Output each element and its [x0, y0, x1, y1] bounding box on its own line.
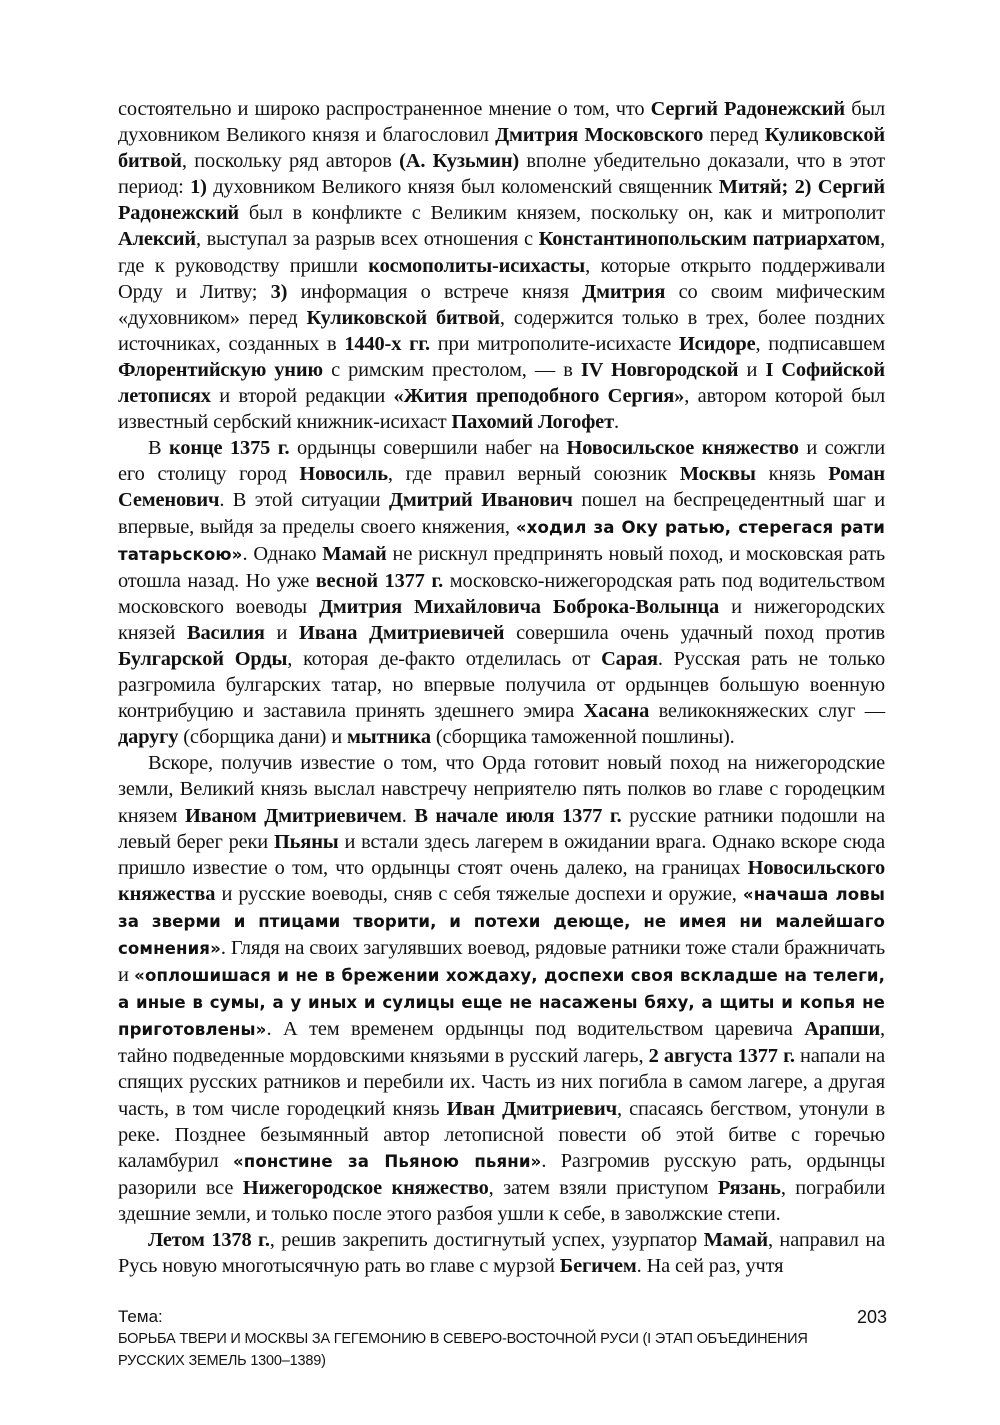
bold-term: Новосиль	[299, 463, 388, 486]
bold-term: 1440-х гг.	[344, 332, 430, 355]
bold-term: Флорентийскую унию	[118, 358, 323, 381]
bold-term: конце 1375 г.	[168, 437, 290, 460]
chronicle-quote: «понстине за Пьяною пьяни»	[232, 1151, 542, 1171]
bold-term: Куликовской битвой	[118, 124, 885, 173]
bold-term: Иваном Дмитриевичем	[184, 804, 402, 827]
bold-term: Хасана	[583, 700, 650, 723]
bold-term: (А. Кузьмин)	[399, 150, 520, 173]
bold-term: Дмитрий Иванович	[388, 489, 573, 512]
bold-term: Рязань	[717, 1176, 781, 1199]
bold-term: даругу	[118, 726, 179, 749]
bold-term: Мамай	[703, 1229, 768, 1252]
bold-term: Летом 1378 г.	[148, 1229, 270, 1252]
bold-term: Дмитрия	[582, 280, 666, 303]
bold-term: I Софийской летописях	[118, 358, 886, 408]
bold-term: IV Новгородской	[580, 358, 739, 381]
page-number: 203	[856, 1307, 887, 1327]
bold-term: «Жития преподобного Сергия»	[393, 385, 685, 408]
bold-term: Дмитрия Московского	[495, 124, 704, 147]
bold-term: Пьяны	[273, 830, 339, 853]
chronicle-quote: «начаша ловы за зверми и птицами творити, и потехи деюще, не имея ни малейшаго сомнения»	[118, 884, 885, 958]
bold-term: Новосильское княжество	[566, 437, 799, 460]
bold-term: Ивана Дмитриевичей	[299, 621, 505, 644]
bold-term: 1)	[190, 176, 207, 199]
bold-term: мытника	[346, 726, 431, 749]
bold-term: Куликовской битвой	[306, 306, 500, 329]
bold-term: Дмитрия Михайловича Боброка-Волынца	[318, 595, 720, 618]
paragraph-2: В конце 1375 г. ордынцы совершили набег на Новосильское княжество и сожгли его столицу город Новосиль, где правил верный союзник Москвы князь Роман Семенович. В этой ситуации Дмитрий Иванович пошел на беспрецедентный шаг и впервые, выйдя за пределы своего княжения, «ходил за Оку ратью, стерегася рати татарьскою». Однако Мамай не рискнул предпринять новый поход, и московская рать отошла назад. Но уже весной 1377 г. московско-нижегородская рать под водительством московского воеводы Дмитрия Михайловича Боброка-Волынца и нижегородских князей Василия и Ивана Дмитриевичей совершила очень удачный поход против Булгарской Орды, которая де-факто отделилась от Сарая. Русская рать не только разгромила булгарских татар, но впервые получила от ордынцев большую военную контрибуцию и заставила принять здешнего эмира Хасана великокняжеских слуг — даругу (сборщика дани) и мытника (сборщика таможенной пошлины).	[118, 437, 886, 749]
bold-term: Роман Семенович	[118, 463, 885, 512]
chronicle-quote: «оплошишася и не в брежении хождаху, доспехи своя вскладше на телеги, а иные в сумы, а у иных и сулицы еще не насажены бяху, а щиты и копья не приготовлены»	[118, 966, 885, 1040]
bold-term: Исидоре	[678, 332, 756, 355]
footer-topic-line-1: БОРЬБА ТВЕРИ И МОСКВЫ ЗА ГЕГЕМОНИЮ В СЕВЕРО-ВОСТОЧНОЙ РУСИ (I ЭТАП ОБЪЕДИНЕНИЯ	[118, 1331, 808, 1347]
paragraph-1: состоятельно и широко распространенное мнение о том, что Сергий Радонежский был духовником Великого князя и благословил Дмитрия Московского перед Куликовской битвой, поскольку ряд авторов (А. Кузьмин) вполне убедительно доказали, что в этот период: 1) духовником Великого князя был коломенский священник Митяй; 2) Сергий Радонежский был в конфликте с Великим князем, поскольку он, как и митрополит Алексий, выступал за разрыв всех отношения с Константинопольским патриархатом, где к руководству пришли космополиты-исихасты, которые открыто поддерживали Орду и Литву; 3) информация о встрече князя Дмитрия со своим мифическим «духовником» перед Куликовской битвой, содержится только в трех, более поздних источниках, созданных в 1440-х гг. при митрополите-исихасте Исидоре, подписавшем Флорентийскую унию с римским престолом, — в IV Новгородской и I Софийской летописях и второй редакции «Жития преподобного Сергия», автором которой был известный сербский книжник-исихаст Пахомий Логофет.	[118, 98, 886, 434]
bold-term: космополиты-исихасты	[368, 254, 586, 277]
bold-term: весной 1377 г.	[315, 569, 444, 592]
bold-term: В начале июля 1377 г.	[414, 804, 622, 827]
bold-term: Новосильского княжества	[118, 856, 885, 905]
footer-topic-label: Тема:	[118, 1307, 163, 1326]
bold-term: Константинопольским патриархатом	[538, 228, 881, 251]
bold-term: Пахомий Логофет	[451, 411, 614, 434]
page-footer	[118, 1306, 885, 1372]
bold-term: Булгарской Орды	[118, 647, 288, 670]
paragraph-3: Вскоре, получив известие о том, что Орда готовит новый поход на нижегородские земли, Великий князь выслал навстречу неприятелю пять полков во главе с городецким князем Иваном Дмитриевичем. В начале июля 1377 г. русские ратники подошли на левый берег реки Пьяны и встали здесь лагерем в ожидании врага. Однако вскоре сюда пришло известие о том, что ордынцы стоят очень далеко, на границах Новосильского княжества и русские воеводы, сняв с себя тяжелые доспехи и оружие, «начаша ловы за зверми и птицами творити, и потехи деюще, не имея ни малейшаго сомнения». Глядя на своих загулявших воевод, рядовые ратники тоже стали бражничать и «оплошишася и не в брежении хождаху, доспехи своя вскладше на телеги, а иные в сумы, а у иных и сулицы еще не насажены бяху, а щиты и копья не приготовлены». А тем временем ордынцы под водительством царевича Арапши, тайно подведенные мордовскими князьями в русский лагерь, 2 августа 1377 г. напали на спящих русских ратников и перебили их. Часть из них погибла в самом лагере, а другая часть, в том числе городецкий князь Иван Дмитриевич, спасаясь бегством, утонули в реке. Позднее безымянный автор летописной повести об этой битве с горечью каламбурил «понстине за Пьяною пьяни». Разгромив русскую рать, ордынцы разорили все Нижегородское княжество, затем взяли приступом Рязань, пограбили здешние земли, и только после этого разбоя ушли к себе, в заволжские степи.	[118, 752, 885, 1225]
chronicle-quote: «ходил за Оку ратью, стерегася рати татарьскою»	[118, 517, 886, 564]
bold-term: Бегичем	[559, 1255, 637, 1278]
body-text	[118, 96, 885, 1279]
bold-term: 2 августа 1377 г.	[648, 1045, 795, 1068]
footer-topic-line-2: РУССКИХ ЗЕМЕЛЬ 1300–1389)	[118, 1353, 326, 1369]
bold-term: 3)	[270, 280, 288, 303]
bold-term: Москвы	[679, 463, 756, 486]
bold-term: Иван Дмитриевич	[446, 1097, 617, 1120]
bold-term: Алексий	[118, 228, 196, 251]
bold-term: Василия	[187, 621, 265, 644]
paragraph-4: Летом 1378 г., решив закрепить достигнутый успех, узурпатор Мамай, направил на Русь новую многотысячную рать во главе с мурзой Бегичем. На сей раз, учтя	[118, 1229, 885, 1278]
bold-term: Арапши	[804, 1018, 881, 1041]
bold-term: Митяй; 2) Сергий Радонежский	[118, 176, 885, 225]
bold-term: Сарая	[601, 647, 658, 670]
bold-term: Нижегородское княжество	[242, 1176, 489, 1199]
bold-term: Сергий Радонежский	[650, 98, 846, 120]
bold-term: Мамай	[322, 542, 387, 565]
